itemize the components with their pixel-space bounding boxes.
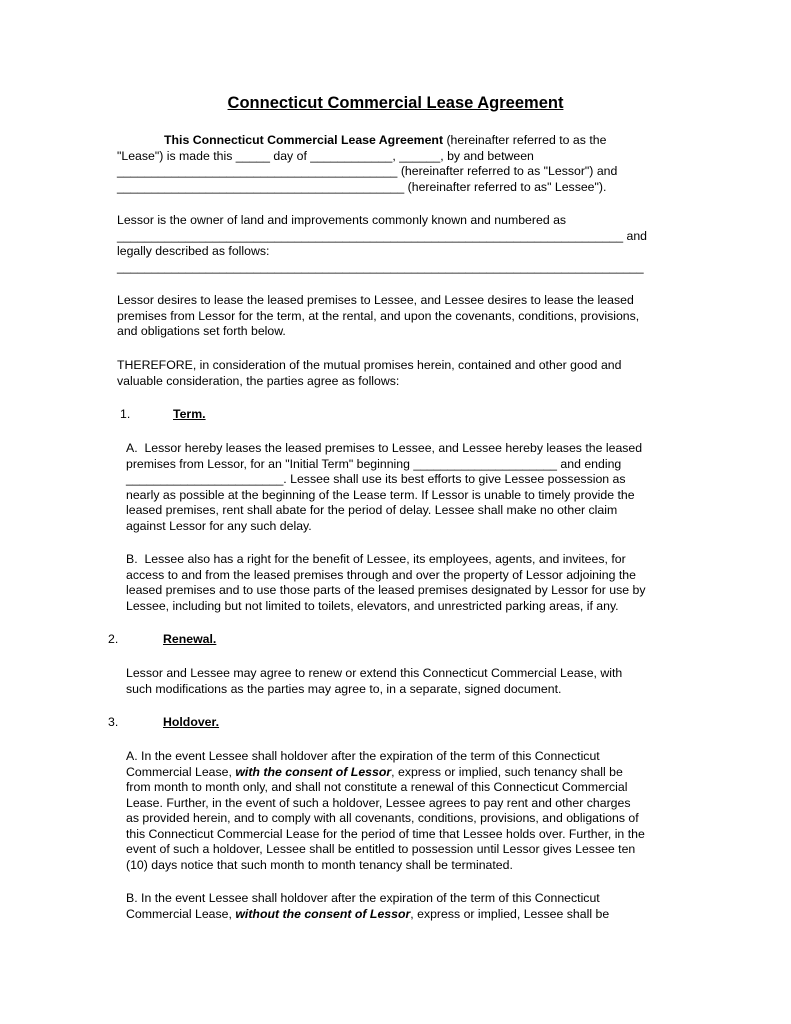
section-3-heading: Holdover. xyxy=(163,715,220,729)
document-title: Connecticut Commercial Lease Agreement xyxy=(227,94,564,112)
section-3b-text: , express or implied, Lessee shall be xyxy=(410,907,610,921)
section-3a-line: as provided herein, and to comply with all covenants, conditions, provisions, and obligations of xyxy=(126,811,639,825)
section-3b-emphasis: without the consent of Lessor xyxy=(235,907,411,921)
intro-bold-title: This Connecticut Commercial Lease Agreement xyxy=(164,133,444,147)
section-3b-line: B. In the event Lessee shall holdover after the expiration of the term of this Connecticut xyxy=(126,891,600,905)
section-3a-line: A. In the event Lessee shall holdover after the expiration of the term of this Connecticut xyxy=(126,749,600,763)
section-1-heading: Term. xyxy=(173,407,206,421)
section-2-line: Lessor and Lessee may agree to renew or extend this Connecticut Commercial Lease, with xyxy=(126,666,623,680)
section-3b-line xyxy=(126,907,609,922)
section-1a-line: against Lessor for any such delay. xyxy=(126,519,312,533)
section-3a-line xyxy=(126,765,623,780)
intro-line-4: __________________________________________ (hereinafter referred to as" Lessee"). xyxy=(117,180,607,194)
intro-line-2: "Lease") is made this _____ day of ____________, ______, by and between xyxy=(117,149,534,163)
premises-line-2: __________________________________________________________________________ and xyxy=(117,229,648,243)
section-3a-line: from month to month only, and shall not constitute a renewal of this Connecticut Commercial xyxy=(126,780,628,794)
premises-line-4: _____________________________________________________________________________ xyxy=(117,260,644,274)
section-2-line: such modifications as the parties may agree to, in a separate, signed document. xyxy=(126,682,562,696)
section-3a-line: (10) days notice that such month to month tenancy shall be terminated. xyxy=(126,858,513,872)
section-3a-line: event of such a holdover, Lessee shall be entitled to possession until Lessor gives Lessee ten xyxy=(126,842,636,856)
section-3a-text: Commercial Lease, xyxy=(126,765,236,779)
desire-line-2: premises from Lessor for the term, at the rental, and upon the covenants, conditions, provisions, xyxy=(117,309,640,323)
section-1a-line: nearly as possible at the beginning of the Lease term. If Lessor is unable to timely provide the xyxy=(126,488,635,502)
premises-line-1: Lessor is the owner of land and improvements commonly known and numbered as xyxy=(117,213,567,227)
section-3a-text: , express or implied, such tenancy shall be xyxy=(391,765,623,779)
section-2-heading: Renewal. xyxy=(163,632,217,646)
section-1a-line: _______________________. Lessee shall use its best efforts to give Lessee possession as xyxy=(126,472,626,486)
section-3a-line: this Connecticut Commercial Lease for the period of time that Lessee holds over. Further, in the xyxy=(126,827,645,841)
section-3-number: 3. xyxy=(108,715,119,729)
intro-line-1-rest: (hereinafter referred to as the xyxy=(443,133,607,147)
section-3a-emphasis: with the consent of Lessor xyxy=(235,765,392,779)
therefore-line-1: THEREFORE, in consideration of the mutual promises herein, contained and other good and xyxy=(117,358,622,372)
section-1b-line: Lessee, including but not limited to toilets, elevators, and unrestricted parking areas, if any. xyxy=(126,599,619,613)
section-1b-line: access to and from the leased premises through and over the property of Lessor adjoining the xyxy=(126,568,636,582)
section-1b-line: leased premises and to use those parts of the leased premises designated by Lessor for use by xyxy=(126,583,646,597)
section-1a-line: leased premises, rent shall abate for the period of delay. Lessee shall make no other claim xyxy=(126,503,618,517)
section-3a-line: Lease. Further, in the event of such a holdover, Lessee agrees to pay rent and other charges xyxy=(126,796,631,810)
therefore-line-2: valuable consideration, the parties agree as follows: xyxy=(117,374,400,388)
section-2-number: 2. xyxy=(108,632,119,646)
premises-line-3: legally described as follows: xyxy=(117,244,270,258)
section-1a-line: premises from Lessor, for an "Initial Term" beginning _____________________ and ending xyxy=(126,457,622,471)
section-1-number: 1. xyxy=(120,407,131,421)
section-1a-line: A. Lessor hereby leases the leased premises to Lessee, and Lessee hereby leases the leased xyxy=(126,441,643,455)
section-1b-line: B. Lessee also has a right for the benefit of Lessee, its employees, agents, and invitees, for xyxy=(126,552,626,566)
intro-line-1 xyxy=(164,133,606,148)
section-3b-text: Commercial Lease, xyxy=(126,907,236,921)
desire-line-3: and obligations set forth below. xyxy=(117,324,286,338)
intro-line-3: _________________________________________ (hereinafter referred to as "Lessor") and xyxy=(117,164,618,178)
desire-line-1: Lessor desires to lease the leased premises to Lessee, and Lessee desires to lease the leased xyxy=(117,293,634,307)
